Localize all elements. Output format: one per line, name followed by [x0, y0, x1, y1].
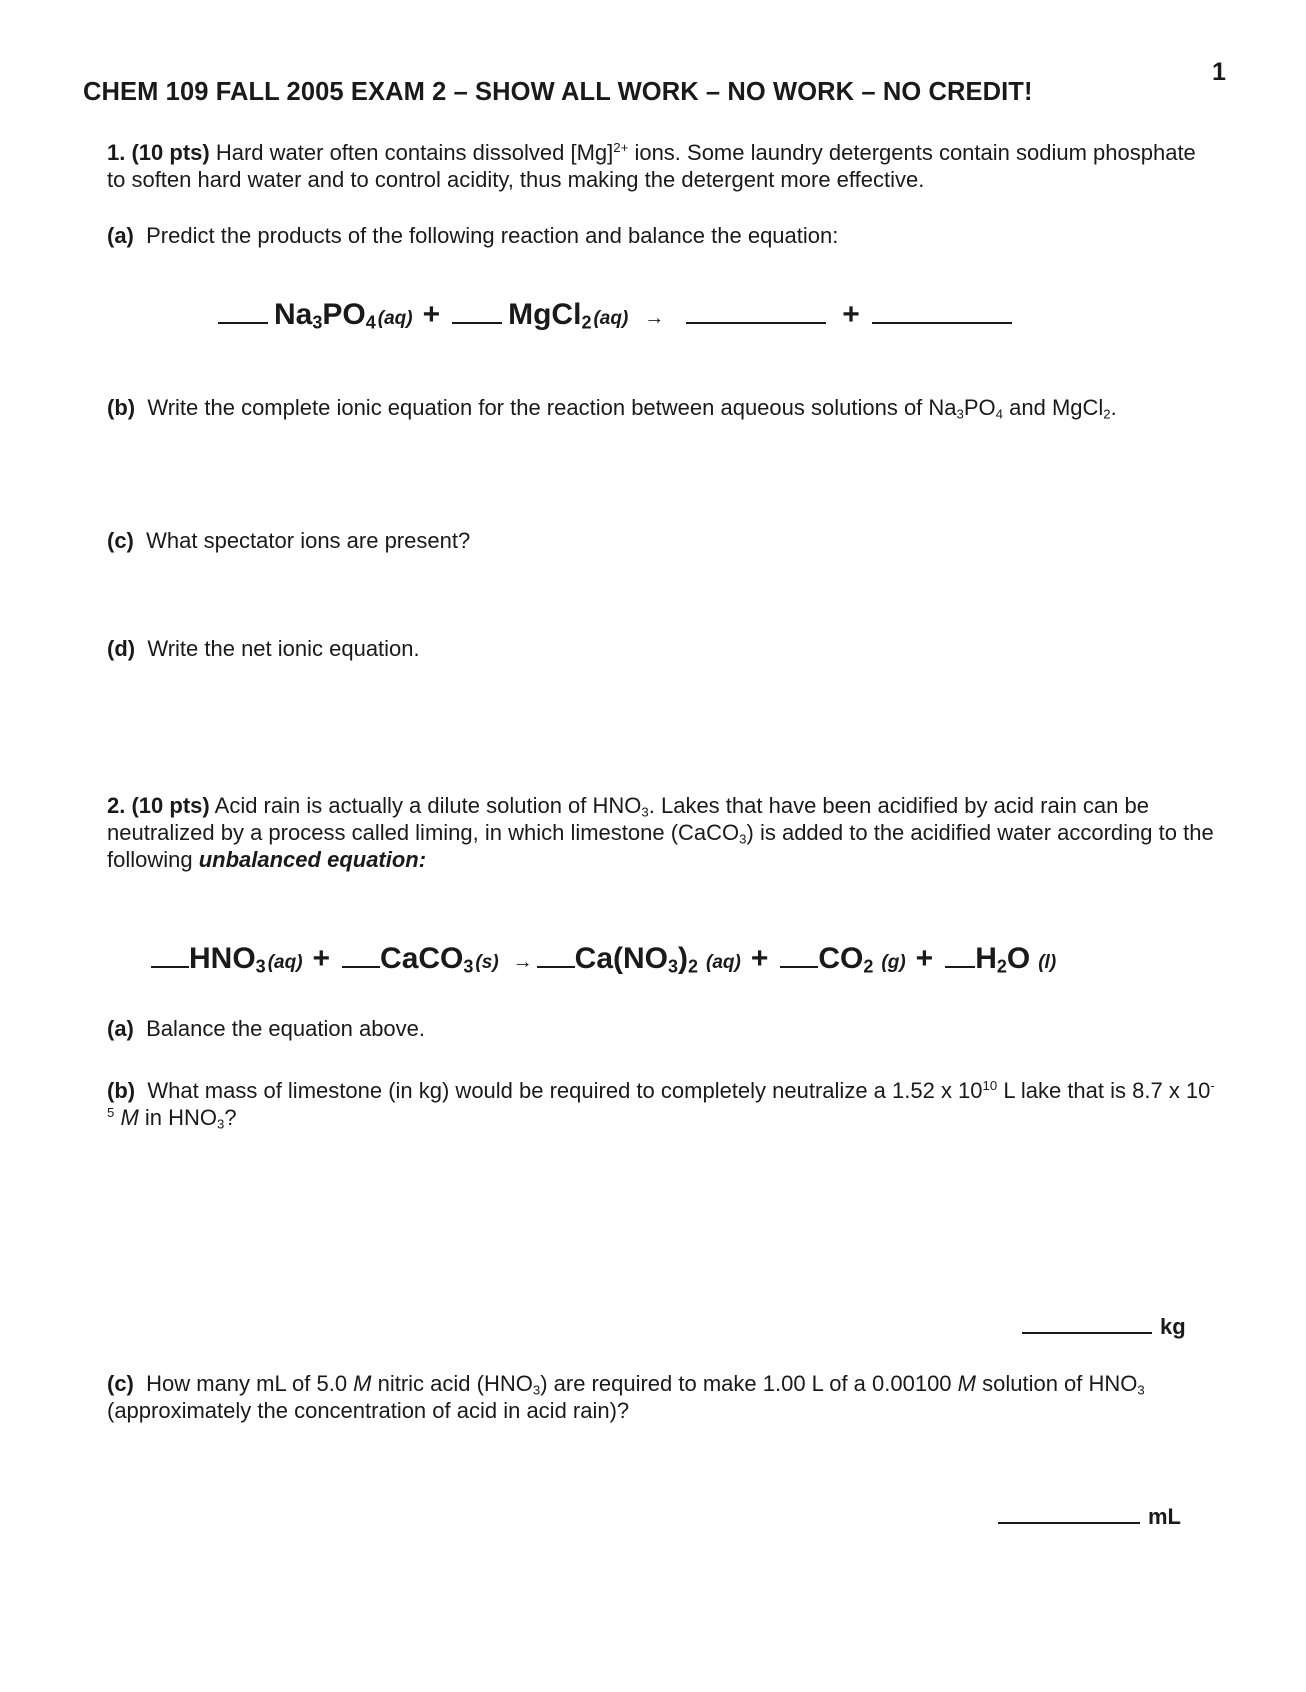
q2-term-h2o-state: (l): [1038, 952, 1057, 973]
q1d-label: (d): [107, 636, 136, 661]
q2-term-co2: $CO_2$: [818, 942, 874, 977]
q2c-answer: [998, 1504, 1181, 1530]
q2-coefficient-blank-2[interactable]: [342, 964, 380, 968]
exam-title: CHEM 109 FALL 2005 EXAM 2 – SHOW ALL WORK – NO WORK – NO CREDIT!: [83, 78, 1033, 106]
q2-reaction-arrow: →: [512, 951, 533, 973]
q1-plus-2: +: [842, 298, 860, 331]
q2-plus-1: +: [312, 942, 331, 975]
q2-plus-2: +: [750, 942, 769, 975]
q1-intro-text: Hard water often contains dissolved [Mg]: [215, 140, 614, 165]
q2-term-caco3: CaCO$_3$: [380, 942, 474, 977]
q2b-answer-blank[interactable]: [1022, 1330, 1152, 1334]
q1c-text: What spectator ions are present?: [146, 528, 471, 553]
q1d-text: Write the net ionic equation.: [147, 636, 420, 661]
q1-equation: [218, 298, 1018, 332]
q2-coefficient-blank-5[interactable]: [945, 964, 975, 968]
q2-term-hno3: $HNO_3$: [189, 942, 266, 977]
q1-points: (10 pts): [131, 140, 210, 165]
q1a-prompt: [107, 222, 1217, 249]
q1-reactant-1-state: (aq): [377, 308, 413, 329]
q2c-answer-blank[interactable]: [998, 1520, 1140, 1524]
q1-reactant-2: MgCl$_2$: [508, 298, 592, 333]
q1-coefficient-blank-2[interactable]: [452, 320, 502, 324]
q1-product-blank-1[interactable]: [686, 320, 826, 324]
q1-reactant-2-state: (aq): [593, 308, 629, 329]
q2-coefficient-blank-4[interactable]: [780, 964, 818, 968]
q2c-prompt: (c) How many mL of 5.0 M nitric acid $(HNO_3)$ are required to make 1.00 L of a 0.00100 M solution of $HNO_3$ (approximately the concentration of acid in acid rain)?: [107, 1371, 1145, 1423]
q2-term-caco3-state: (s): [475, 952, 499, 973]
q1a-label: (a): [107, 223, 134, 248]
q2-equation: [151, 942, 1056, 976]
q1-intro-charge: 2+: [613, 140, 629, 156]
q2-term-ca-no3-2: $Ca(NO_3)_2$: [574, 942, 699, 977]
q2-coefficient-blank-3[interactable]: [537, 964, 575, 968]
q2b-prompt: (b) What mass of limestone (in kg) would be required to completely neutralize a 1.52 x $10^{10}$ L lake that is 8.7 x $10^{-5}$ M in $HNO_3$?: [107, 1078, 1215, 1132]
q1a-text: Predict the products of the following reaction and balance the equation:: [146, 223, 839, 248]
q1-reaction-arrow: →: [644, 307, 665, 329]
q2b-unit: kg: [1160, 1314, 1186, 1339]
q1-intro: [107, 139, 1217, 193]
q2-points: (10 pts): [131, 793, 210, 818]
q1-plus-1: +: [422, 298, 441, 331]
q2-coefficient-blank-1[interactable]: [151, 964, 189, 968]
q1b-prompt: (b) Write the complete ionic equation for the reaction between aqueous solutions of $Na_3PO_4$ and MgCl$_2$.: [107, 395, 1117, 422]
q2c-unit: mL: [1148, 1504, 1181, 1529]
q2-term-ca-no3-2-state: (aq): [706, 952, 741, 973]
q2-term-h2o: $H_2O$: [975, 942, 1031, 977]
q2-intro: 2. (10 pts) Acid rain is actually a dilute solution of $HNO_3$. Lakes that have been acidified by acid rain can be neutralized by a process called liming, in which limestone (CaCO$_3$) is added to the acidified water according to the following unbalanced equation:: [107, 793, 1214, 872]
q1d-prompt: [107, 635, 1217, 662]
q2a-prompt: [107, 1015, 1217, 1042]
q2-unbalanced-emphasis: unbalanced equation:: [198, 847, 427, 872]
q2b-answer: [1022, 1314, 1186, 1340]
q1-product-blank-2[interactable]: [872, 320, 1012, 324]
page-number: 1: [1212, 58, 1226, 86]
q2c-label: (c): [107, 1371, 134, 1396]
q2-plus-3: +: [915, 942, 934, 975]
q2a-text: Balance the equation above.: [146, 1016, 426, 1041]
q2-number: 2.: [107, 793, 126, 818]
q2-term-co2-state: (g): [881, 952, 906, 973]
q2a-label: (a): [107, 1016, 134, 1041]
q1c-label: (c): [107, 528, 134, 553]
q2b-label: (b): [107, 1078, 136, 1103]
q1-reactant-1: $Na_3PO_4$: [274, 298, 376, 333]
q2-term-hno3-state: (aq): [267, 952, 303, 973]
q1b-label: (b): [107, 395, 136, 420]
q1-intro-text-2: ions. Some laundry detergents contain sodium phosphate to soften hard water and to control acidity, thus making the detergent more effective.: [107, 140, 1196, 192]
q1-coefficient-blank-1[interactable]: [218, 320, 268, 324]
q1c-prompt: [107, 527, 1217, 554]
q1-number: 1.: [107, 140, 126, 165]
